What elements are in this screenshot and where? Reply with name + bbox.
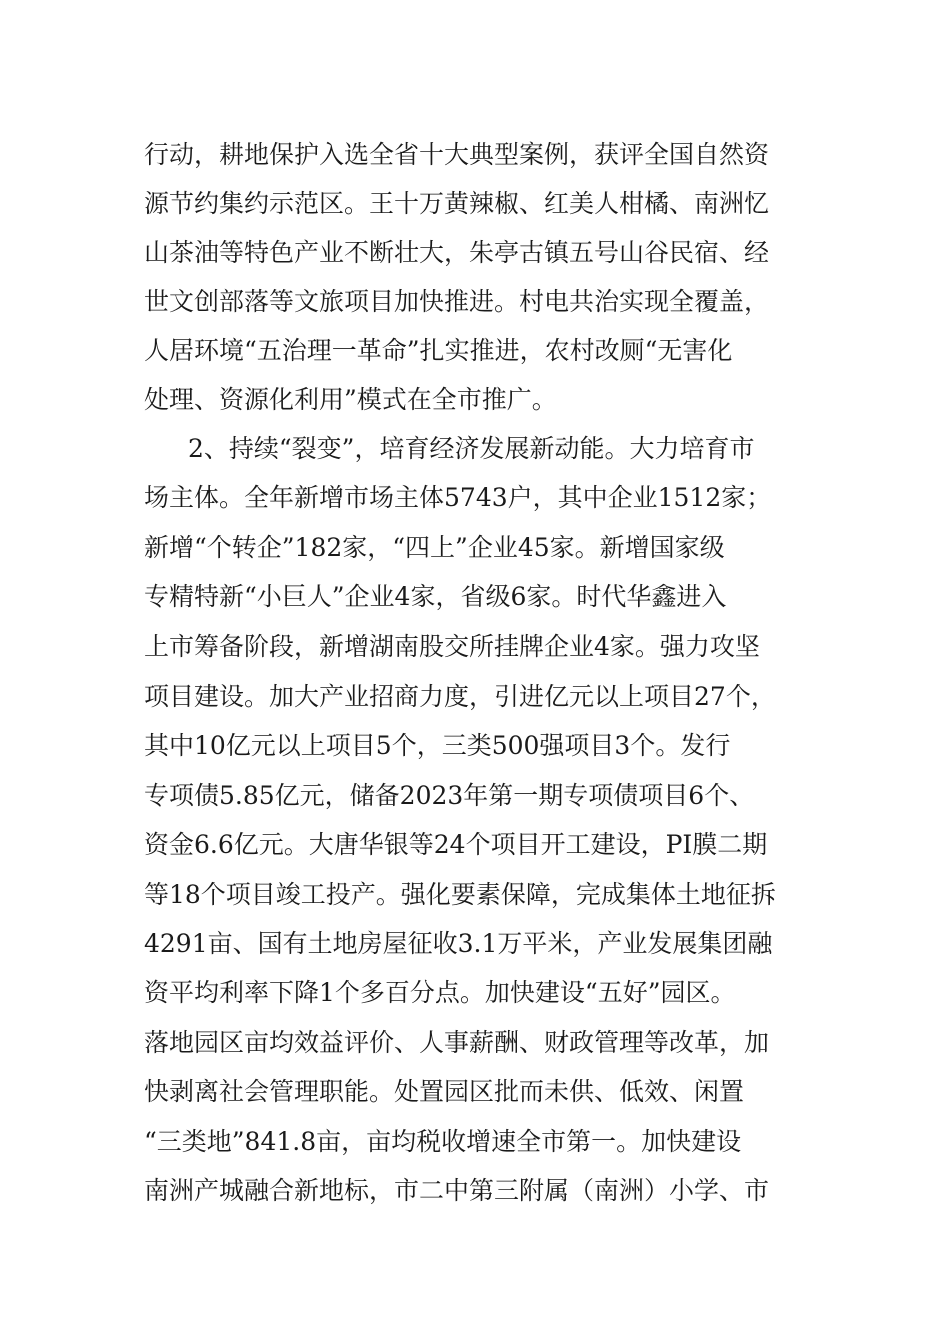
paragraph-line: 场主体。全年新增市场主体5743户，其中企业1512家； <box>144 483 772 512</box>
paragraph-line: 落地园区亩均效益评价、人事薪酬、财政管理等改革，加 <box>144 1028 770 1057</box>
paragraph-line: 新增“个转企”182家，“四上”企业45家。新增国家级 <box>144 533 725 562</box>
paragraph-line: 人居环境“五治理一革命”扎实推进，农村改厕“无害化 <box>144 336 733 365</box>
paragraph-line: 等18个项目竣工投产。强化要素保障，完成集体土地征拆 <box>144 880 776 909</box>
paragraph-line: 其中10亿元以上项目5个，三类500强项目3个。发行 <box>144 731 731 760</box>
paragraph-line: 南洲产城融合新地标，市二中第三附属（南洲）小学、市 <box>144 1176 770 1205</box>
paragraph-line: 2、持续“裂变”，培育经济发展新动能。大力培育市 <box>188 434 755 463</box>
paragraph-line: 源节约集约示范区。王十万黄辣椒、红美人柑橘、南洲忆 <box>144 189 770 218</box>
paragraph-line: 4291亩、国有土地房屋征收3.1万平米，产业发展集团融 <box>144 929 773 958</box>
paragraph-line: 专精特新“小巨人”企业4家，省级6家。时代华鑫进入 <box>144 582 727 611</box>
paragraph-line: 快剥离社会管理职能。处置园区批而未供、低效、闲置 <box>144 1077 745 1106</box>
paragraph-line: 世文创部落等文旅项目加快推进。村电共治实现全覆盖， <box>144 287 770 316</box>
paragraph-line: 项目建设。加大产业招商力度，引进亿元以上项目27个， <box>144 682 776 711</box>
paragraph-line: 专项债5.85亿元，储备2023年第一期专项债项目6个、 <box>144 781 755 810</box>
paragraph-line: 处理、资源化利用”模式在全市推广。 <box>144 385 557 414</box>
paragraph-line: 上市筹备阶段，新增湖南股交所挂牌企业4家。强力攻坚 <box>144 632 760 661</box>
paragraph-line: 行动，耕地保护入选全省十大典型案例，获评全国自然资 <box>144 140 770 169</box>
paragraph-line: 资金6.6亿元。大唐华银等24个项目开工建设，PI膜二期 <box>144 830 768 859</box>
paragraph-line: “三类地”841.8亩，亩均税收增速全市第一。加快建设 <box>144 1127 742 1156</box>
paragraph-line: 资平均利率下降1个多百分点。加快建设“五好”园区。 <box>144 978 736 1007</box>
paragraph-line: 山茶油等特色产业不断壮大，朱亭古镇五号山谷民宿、经 <box>144 238 770 267</box>
